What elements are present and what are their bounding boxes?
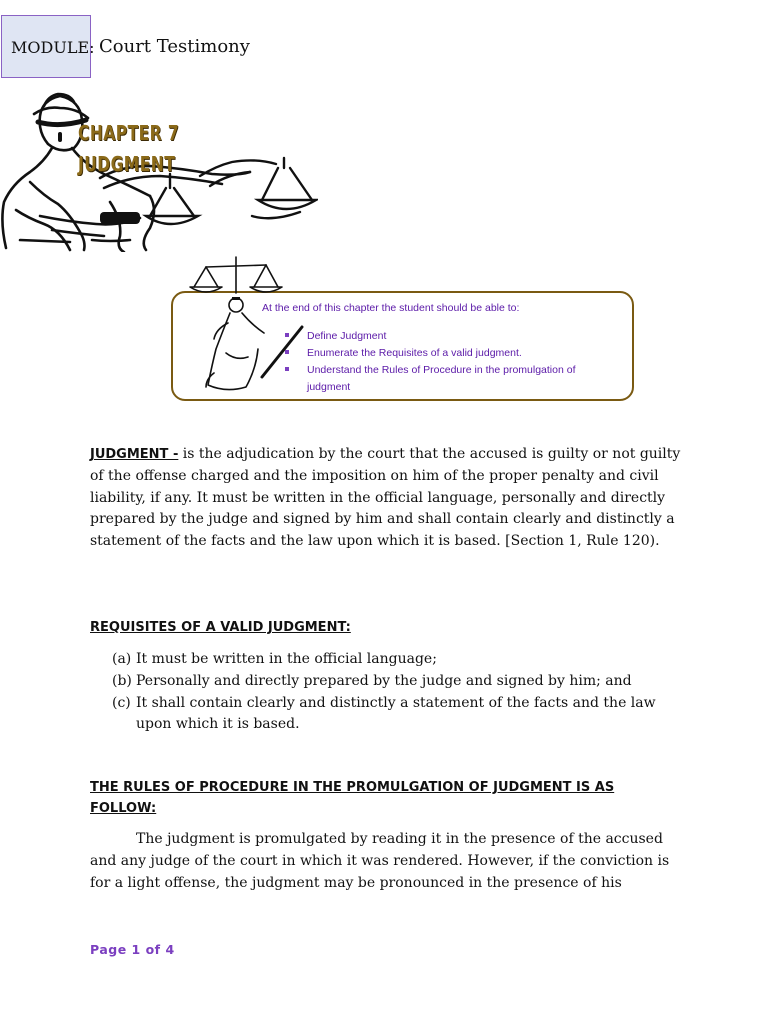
objective-item: Understand the Rules of Procedure in the promulgation of judgment	[284, 362, 614, 396]
module-label: MODULE:	[11, 38, 95, 57]
square-bullet-icon	[285, 350, 289, 354]
requisite-item: (a) It must be written in the official language;	[112, 651, 437, 667]
objective-item: Enumerate the Requisites of a valid judgment.	[284, 345, 614, 362]
judgment-definition-text: is the adjudication by the court that the accused is guilty or not guilty of the offense charged and the imposition on him of the proper penalty and civil liability, if any. It must be written in the official language, personally and directly prepared by the judge and signed by him and shall contain clearly and distinctly a statement of the facts and the law upon which it is based. [Section 1, Rule 120).	[90, 446, 681, 550]
chapter-title	[78, 118, 179, 180]
requisite-item: (b) Personally and directly prepared by the judge and signed by him; and	[112, 672, 632, 689]
objectives-intro: At the end of this chapter the student should be able to:	[262, 302, 520, 314]
chapter-number: CHAPTER 7	[78, 121, 180, 145]
square-bullet-icon	[285, 367, 289, 371]
rules-paragraph: The judgment is promulgated by reading it in the presence of the accused and any judge of the court in which it was rendered. However, if the conviction is for a light offense, the judgment may be pronounced in the presence of his	[90, 831, 670, 891]
requisites-list	[112, 649, 692, 736]
requisite-item: (c) It shall contain clearly and distinctly a statement of the facts and the law upon which it is based.	[112, 694, 656, 733]
judgment-definition	[90, 444, 682, 553]
rules-heading: THE RULES OF PROCEDURE IN THE PROMULGATION OF JUDGMENT IS AS FOLLOW:	[90, 780, 615, 816]
objective-item: Define Judgment	[284, 328, 614, 345]
square-bullet-icon	[285, 333, 289, 337]
judgment-term: JUDGMENT -	[90, 447, 179, 462]
module-title: Court Testimony	[99, 36, 250, 57]
objectives-list	[284, 328, 614, 396]
chapter-name: JUDGMENT	[78, 152, 176, 176]
requisites-heading: REQUISITES OF A VALID JUDGMENT:	[90, 620, 351, 635]
page-number: Page 1 of 4	[90, 942, 175, 957]
